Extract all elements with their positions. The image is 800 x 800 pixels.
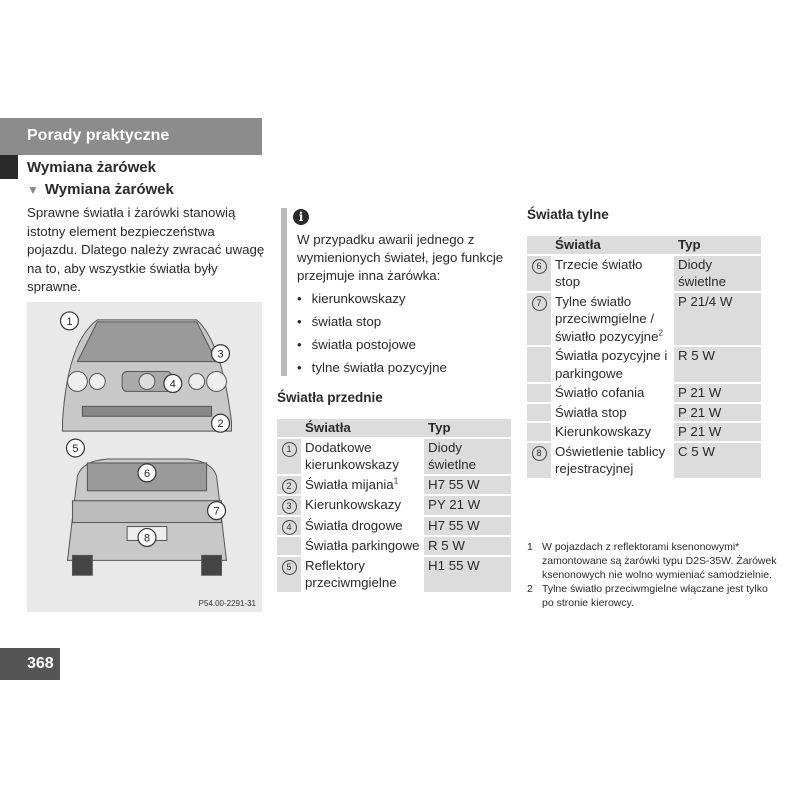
- note-item: • tylne światła pozycyjne: [297, 358, 512, 377]
- note-item: • kierunkowskazy: [297, 289, 512, 308]
- section-header: [0, 118, 262, 155]
- light-name: Światła drogowe: [305, 517, 403, 533]
- light-name: Reflektory przeciwmgielne: [305, 557, 397, 590]
- car-illustration: [27, 302, 262, 612]
- footnote-ref: 2: [658, 328, 663, 338]
- footnote: 1 W pojazdach z reflektorami ksenonowymi* zamontowane są żarówki typu D2S-35W. Żarówek ksenonowych nie wolno wymieniać samodzielnie.: [527, 541, 777, 581]
- table-row: [527, 256, 761, 291]
- bulb-type: PY 21 W: [424, 496, 511, 515]
- note-item: • światła postojowe: [297, 335, 512, 354]
- page-title: Wymiana żarówek: [27, 159, 156, 176]
- table-row: [527, 347, 761, 382]
- callout-1: 1: [66, 315, 73, 328]
- header-marker: [0, 155, 18, 179]
- bulb-type: H1 55 W: [424, 557, 511, 592]
- table-row: [277, 496, 511, 515]
- row-number: 6: [532, 259, 547, 274]
- info-icon: i: [293, 209, 309, 225]
- front-lights-title: Światła przednie: [277, 390, 383, 405]
- subsection-title: [27, 181, 174, 199]
- footnotes: [527, 540, 777, 610]
- bulb-type: H7 55 W: [424, 476, 511, 495]
- callout-4: 4: [169, 378, 176, 391]
- note-text: W przypadku awarii jednego z wymienionych świateł, jego funkcje przejmuje inna żarówka:: [297, 232, 504, 283]
- header-lights: Światła: [301, 419, 424, 437]
- table-row: [277, 537, 511, 555]
- figure-code: P54.00-2291-31: [198, 599, 256, 608]
- bulb-type: P 21 W: [674, 384, 761, 402]
- light-name: Światło cofania: [555, 385, 645, 400]
- light-name: Światła parkingowe: [305, 538, 420, 553]
- bulb-type: P 21/4 W: [674, 293, 761, 346]
- rear-lights-title: Światła tylne: [527, 207, 609, 222]
- header-type: Typ: [424, 419, 511, 437]
- light-name: Światła pozycyjne i parkingowe: [555, 348, 668, 381]
- callout-7: 7: [213, 505, 220, 518]
- light-name: Oświetlenie tablicy rejestracyjnej: [555, 443, 666, 476]
- table-row: [527, 404, 761, 422]
- callout-6: 6: [143, 467, 151, 480]
- callout-5: 5: [72, 443, 79, 456]
- table-row: [277, 557, 511, 592]
- section-title: Porady praktyczne: [27, 127, 170, 144]
- car-lights-figure: [27, 302, 262, 612]
- table-row: [277, 476, 511, 495]
- table-row: [527, 384, 761, 402]
- subsection-label: Wymiana żarówek: [44, 181, 174, 198]
- table-row: [277, 439, 511, 474]
- callout-2: 2: [217, 418, 224, 431]
- table-row: [527, 423, 761, 441]
- light-name: Światła stop: [555, 404, 627, 420]
- row-number: 8: [532, 446, 547, 461]
- bulb-type: P 21 W: [674, 423, 761, 441]
- table-row: [277, 517, 511, 536]
- page-number: 368: [0, 648, 60, 680]
- light-name: Trzecie światło stop: [555, 256, 643, 289]
- bulb-type: H7 55 W: [424, 517, 511, 536]
- intro-text: Sprawne światła i żarówki stanowią istotny element bezpieczeństwa pojazdu. Dlatego należy zwracać uwagę na to, aby wszystkie światła były sprawne.: [27, 205, 265, 294]
- triangle-icon: ▼: [27, 183, 39, 197]
- header-type: Typ: [674, 236, 761, 254]
- callout-8: 8: [143, 532, 151, 545]
- row-number: 5: [282, 560, 297, 575]
- info-note: [297, 231, 512, 381]
- bulb-type: Diody świetlne: [424, 439, 511, 474]
- table-header: [277, 419, 511, 437]
- row-number: 2: [282, 479, 297, 494]
- light-name: Dodatkowe kierunkowskazy: [305, 439, 399, 472]
- light-name: Kierunkowskazy: [555, 424, 652, 439]
- row-number: 7: [532, 296, 547, 311]
- table-row: [527, 443, 761, 478]
- light-name: Kierunkowskazy: [305, 497, 402, 512]
- bulb-type: R 5 W: [424, 537, 511, 555]
- note-bar: [281, 208, 287, 376]
- note-item: • światła stop: [297, 312, 512, 331]
- row-number: 1: [282, 442, 297, 457]
- row-number: 3: [282, 499, 297, 514]
- light-name: Światła mijania: [305, 476, 394, 492]
- front-lights-table: [277, 417, 511, 594]
- bulb-type: R 5 W: [674, 347, 761, 382]
- header-lights: Światła: [551, 236, 674, 254]
- row-number: 4: [282, 520, 297, 535]
- bulb-type: Diody świetlne: [674, 256, 761, 291]
- callout-3: 3: [217, 348, 224, 361]
- bulb-type: C 5 W: [674, 443, 761, 478]
- table-row: [527, 293, 761, 346]
- light-name: Tylne światło przeciwmgielne / światło pozycyjne: [555, 293, 659, 344]
- footnote-ref: 1: [393, 476, 399, 486]
- footnote: 2 Tylne światło przeciwmgielne włączane jest tylko po stronie kierowcy.: [527, 583, 768, 609]
- bulb-type: P 21 W: [674, 404, 761, 422]
- rear-lights-table: [527, 234, 761, 480]
- table-header: [527, 236, 761, 254]
